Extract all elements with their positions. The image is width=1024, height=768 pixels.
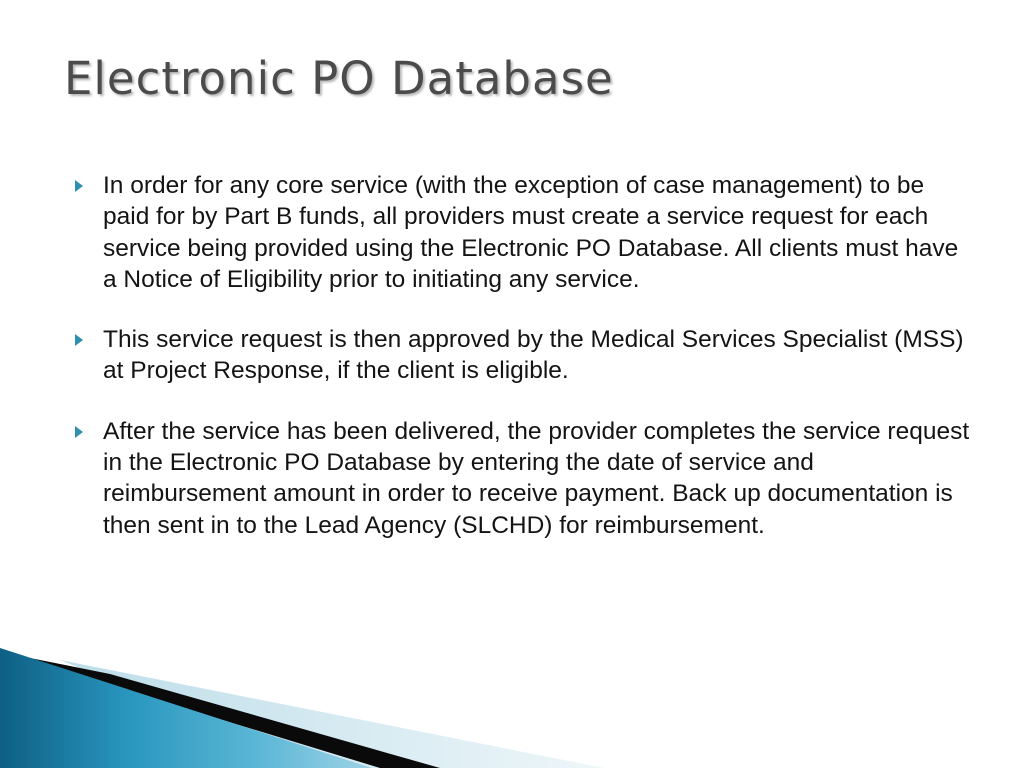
bullet-text: After the service has been delivered, the provider completes the service request in the Electronic PO Database by entering the date of service and reimbursement amount in order to receive payment. Back up documentation is then sent in to the Lead Agency (SLCHD) for reimbursement.	[103, 417, 970, 539]
bullet-item	[74, 416, 974, 541]
decorative-swoosh	[0, 630, 1024, 768]
bullet-item	[74, 324, 974, 387]
slide-title: Electronic PO Database	[64, 52, 614, 105]
triangle-right-icon	[75, 426, 83, 438]
bullet-item	[74, 170, 974, 295]
bullet-text: This service request is then approved by the Medical Services Specialist (MSS) at Project Response, if the client is eligible.	[103, 326, 964, 385]
triangle-right-icon	[75, 334, 83, 346]
bullet-text: In order for any core service (with the exception of case management) to be paid for by Part B funds, all providers must create a service request for each service being provided using the Electronic PO Database. All clients must have a Notice of Eligibility prior to initiating any service.	[103, 172, 959, 293]
bullet-list	[74, 170, 974, 570]
triangle-right-icon	[75, 180, 83, 192]
